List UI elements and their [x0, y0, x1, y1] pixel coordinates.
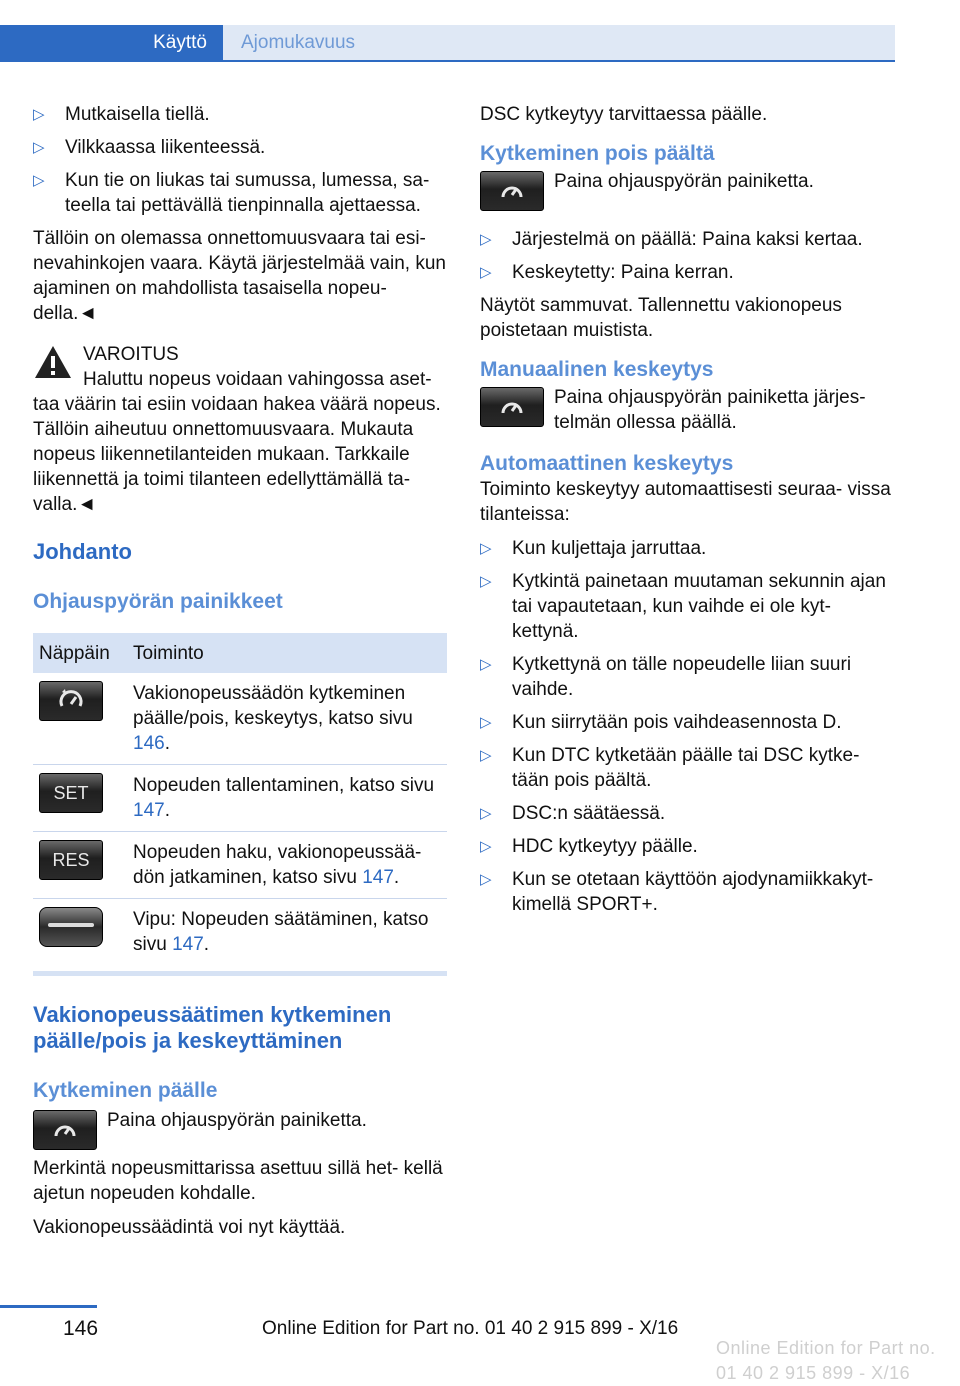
table-row: SET Nopeuden tallentaminen, katso sivu 147. — [33, 765, 447, 832]
button-table — [33, 633, 447, 965]
lever-image — [39, 907, 103, 947]
warning-block — [33, 342, 447, 517]
manual-pause-row — [480, 385, 896, 435]
edition-text: Online Edition for Part no. 01 40 2 915 899 - X/16 — [262, 1318, 679, 1339]
cruise-button-image — [33, 1110, 97, 1150]
switch-on-text: Paina ohjauspyörän painiketta. — [107, 1110, 367, 1131]
list-item: ▷ Mutkaisella tiellä. — [33, 104, 210, 125]
danger-paragraph: Tällöin on olemassa onnettomuusvaara tai esi‐ nevahinkojen vaara. Käytä järjestelmää vain, kun ajaminen on mahdollista tasaisella nopeu‐ della.◄ — [33, 228, 446, 324]
manual-pause-text: Paina ohjauspyörän painiketta järjes‐ telmän ollessa päällä. — [554, 387, 866, 433]
page-number: 146 — [63, 1317, 99, 1340]
warning-triangle-icon — [33, 344, 73, 380]
set-button-image: SET — [39, 773, 103, 813]
heading-switch-on: Kytkeminen päälle — [33, 1079, 218, 1102]
triangle-right-icon: ▷ — [480, 714, 492, 731]
triangle-right-icon: ▷ — [33, 106, 45, 123]
triangle-right-icon: ▷ — [480, 656, 492, 673]
page-link[interactable]: 146 — [133, 733, 165, 754]
right-column — [480, 102, 896, 925]
page-link[interactable]: 147 — [362, 867, 394, 888]
heading-switch: Vakionopeussäätimen kytkeminen päälle/pois ja keskeyttäminen — [33, 1002, 392, 1053]
heading-manual-pause: Manuaalinen keskeytys — [480, 358, 714, 381]
table-row: Vipu: Nopeuden säätäminen, katso sivu 147. — [33, 899, 447, 966]
list-item: ▷ Kun DTC kytketään päälle tai DSC kytke‐ tään pois päältä. — [480, 745, 860, 791]
cruise-button-image — [480, 387, 544, 427]
triangle-right-icon: ▷ — [480, 871, 492, 888]
triangle-right-icon: ▷ — [480, 805, 492, 822]
res-button-image: RES — [39, 840, 103, 880]
switch-off-row — [480, 169, 896, 213]
list-item: ▷ Kun tie on liukas tai sumussa, lumessa, sa‐ teella tai pettävällä tienpinnalla ajettaessa. — [33, 170, 430, 216]
triangle-right-icon: ▷ — [33, 139, 45, 156]
heading-switch-off: Kytkeminen pois päältä — [480, 142, 715, 165]
list-item: ▷ Kun siirrytään pois vaihdeasennosta D. — [480, 712, 842, 733]
cruise-control-icon — [52, 1118, 78, 1142]
triangle-right-icon: ▷ — [480, 264, 492, 281]
tab-chapter[interactable] — [223, 25, 895, 61]
triangle-right-icon: ▷ — [33, 172, 45, 189]
page-link[interactable]: 147 — [172, 934, 204, 955]
heading-auto-pause: Automaattinen keskeytys — [480, 452, 734, 475]
left-column — [33, 102, 447, 1249]
list-item: ▷ Järjestelmä on päällä: Paina kaksi kertaa. — [480, 229, 863, 250]
list-item: ▷ Kun kuljettaja jarruttaa. — [480, 538, 707, 559]
table-row: Vakionopeussäädön kytkeminen päälle/pois, keskeytys, katso sivu 146. — [33, 673, 447, 765]
switch-off-text: Paina ohjauspyörän painiketta. — [554, 171, 814, 192]
cruise-control-icon — [499, 395, 525, 419]
cruise-control-icon — [499, 179, 525, 203]
triangle-right-icon: ▷ — [480, 747, 492, 764]
tab-section[interactable] — [0, 25, 223, 61]
triangle-right-icon: ▷ — [480, 838, 492, 855]
warning-title: VAROITUS — [83, 344, 179, 365]
cruise-control-icon — [40, 682, 102, 720]
list-item: ▷ Kytkettynä on tälle nopeudelle liian suuri vaihde. — [480, 654, 852, 700]
triangle-right-icon: ▷ — [480, 573, 492, 590]
list-item: ▷ Keskeytetty: Paina kerran. — [480, 262, 734, 283]
section-label: Käyttö — [153, 32, 207, 53]
table-bottom-rule — [33, 971, 447, 976]
list-item: ▷ Kytkintä painetaan muutaman sekunnin ajan tai vapautetaan, kun vaihde ei ole kyt‐ kettynä. — [480, 571, 886, 642]
header-underline — [0, 60, 895, 62]
list-item: ▷ HDC kytkeytyy päälle. — [480, 836, 698, 857]
watermark: Online Edition for Part no. 01 40 2 915 899 - X/16 — [716, 1338, 936, 1383]
header-bar — [0, 25, 895, 61]
cruise-button-image — [39, 681, 103, 721]
paragraph: Vakionopeussäädintä voi nyt käyttää. — [33, 1217, 346, 1238]
switch-on-row — [33, 1108, 447, 1152]
list-item: ▷ Kun se otetaan käyttöön ajodynamiikkakyt‐ kimellä SPORT+. — [480, 869, 874, 915]
heading-intro: Johdanto — [33, 539, 132, 564]
warning-text: taa väärin tai esiin voidaan hakea väärä nopeus. Tällöin aiheutuu onnettomuusvaara. Mukauta nopeus liikennetilanteiden mukaan. Tarkkaile liikennettä ja toimi tilanteen edellyttämällä ta‐ valla.◄ — [33, 394, 441, 515]
warning-first-line: Haluttu nopeus voidaan vahingossa aset‐ — [83, 369, 432, 390]
triangle-right-icon: ▷ — [480, 540, 492, 557]
page-link[interactable]: 147 — [133, 800, 165, 821]
footer-rule — [0, 1305, 97, 1308]
list-item: ▷ Vilkkaassa liikenteessä. — [33, 137, 266, 158]
chapter-label: Ajomukavuus — [241, 32, 356, 53]
cruise-button-image — [480, 171, 544, 211]
paragraph: DSC kytkeytyy tarvittaessa päälle. — [480, 104, 768, 125]
triangle-right-icon: ▷ — [480, 231, 492, 248]
heading-steering-buttons: Ohjauspyörän painikkeet — [33, 590, 283, 613]
table-header-function: Toiminto — [127, 633, 447, 673]
list-item: ▷ DSC:n säätäessä. — [480, 803, 666, 824]
paragraph: Merkintä nopeusmittarissa asettuu sillä het‐ kellä ajetun nopeuden kohdalle. — [33, 1158, 443, 1204]
table-header-key: Näppäin — [33, 633, 127, 673]
table-row: RES Nopeuden haku, vakionopeussää‐ dön jatkaminen, katso sivu 147. — [33, 832, 447, 899]
paragraph: Näytöt sammuvat. Tallennettu vakionopeus poistetaan muistista. — [480, 295, 842, 341]
paragraph: Toiminto keskeytyy automaattisesti seuraa‐ vissa tilanteissa: — [480, 479, 891, 525]
